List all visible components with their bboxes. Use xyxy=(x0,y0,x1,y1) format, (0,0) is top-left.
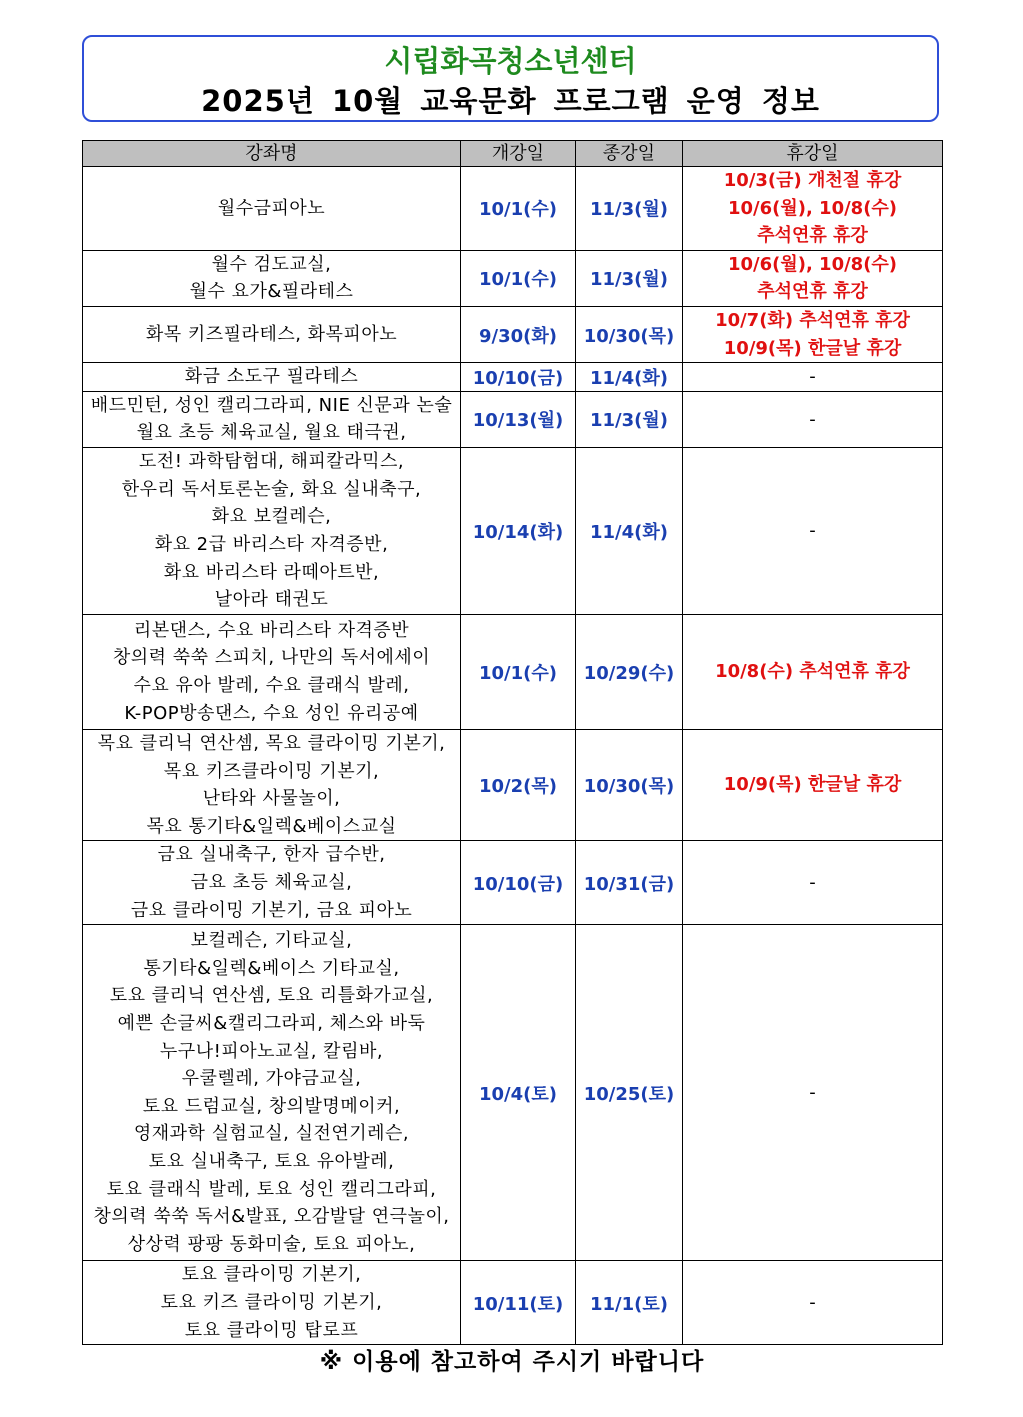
holiday-cell: - xyxy=(683,391,943,447)
holiday-cell: 10/8(수) 추석연휴 휴강 xyxy=(683,614,943,729)
table-row xyxy=(83,841,943,925)
column-header-course: 강좌명 xyxy=(83,141,461,167)
course-cell: 목요 클리닉 연산셈, 목요 클라이밍 기본기, 목요 키즈클라이밍 기본기, 난타와 사물놀이, 목요 통기타&일렉&베이스교실 xyxy=(83,729,461,840)
table-row xyxy=(83,250,943,306)
table-row xyxy=(83,614,943,729)
program-schedule-table xyxy=(82,140,943,1345)
start-date-cell: 10/14(화) xyxy=(461,447,576,614)
end-date-cell: 10/25(토) xyxy=(576,925,683,1261)
footer-note: ※ 이용에 참고하여 주시기 바랍니다 xyxy=(319,1349,705,1375)
end-date-cell: 11/4(화) xyxy=(576,447,683,614)
end-date-cell: 10/31(금) xyxy=(576,841,683,925)
column-header-holiday: 휴강일 xyxy=(683,141,943,167)
start-date-cell: 10/1(수) xyxy=(461,250,576,306)
page-title: 2025년 10월 교육문화 프로그램 운영 정보 xyxy=(201,84,820,118)
end-date-cell: 11/3(월) xyxy=(576,250,683,306)
course-cell: 도전! 과학탐험대, 해피칼라믹스, 한우리 독서토론논술, 화요 실내축구, 화요 보컬레슨, 화요 2급 바리스타 자격증반, 화요 바리스타 라떼아트반, 날아라 태권도 xyxy=(83,447,461,614)
course-cell: 화금 소도구 필라테스 xyxy=(83,363,461,392)
holiday-cell: - xyxy=(683,925,943,1261)
table-header-row xyxy=(83,141,943,167)
course-cell: 배드민턴, 성인 캘리그라피, NIE 신문과 논술 월요 초등 체육교실, 월요 태극권, xyxy=(83,391,461,447)
course-cell: 월수 검도교실, 월수 요가&필라테스 xyxy=(83,250,461,306)
table-row xyxy=(83,1261,943,1345)
table-row xyxy=(83,391,943,447)
end-date-cell: 11/1(토) xyxy=(576,1261,683,1345)
holiday-cell: - xyxy=(683,841,943,925)
start-date-cell: 10/1(수) xyxy=(461,614,576,729)
holiday-cell: 10/9(목) 한글날 휴강 xyxy=(683,729,943,840)
column-header-start: 개강일 xyxy=(461,141,576,167)
start-date-cell: 10/1(수) xyxy=(461,167,576,251)
holiday-cell: - xyxy=(683,363,943,392)
start-date-cell: 10/10(금) xyxy=(461,841,576,925)
start-date-cell: 9/30(화) xyxy=(461,306,576,362)
course-cell: 금요 실내축구, 한자 급수반, 금요 초등 체육교실, 금요 클라이밍 기본기, 금요 피아노 xyxy=(83,841,461,925)
holiday-cell: - xyxy=(683,447,943,614)
end-date-cell: 10/29(수) xyxy=(576,614,683,729)
table-row xyxy=(83,306,943,362)
holiday-cell: - xyxy=(683,1261,943,1345)
end-date-cell: 11/4(화) xyxy=(576,363,683,392)
start-date-cell: 10/4(토) xyxy=(461,925,576,1261)
start-date-cell: 10/13(월) xyxy=(461,391,576,447)
course-cell: 토요 클라이밍 기본기, 토요 키즈 클라이밍 기본기, 토요 클라이밍 탑로프 xyxy=(83,1261,461,1345)
table-row xyxy=(83,447,943,614)
course-cell: 보컬레슨, 기타교실, 통기타&일렉&베이스 기타교실, 토요 클리닉 연산셈, 토요 리틀화가교실, 예쁜 손글씨&캘리그라피, 체스와 바둑 누구나!피아노교실, 칼림바, 우쿨렐레, 가야금교실, 토요 드럼교실, 창의발명메이커, 영재과학 실험교실, 실전연기레슨, 토요 실내축구, 토요 유아발레, 토요 클래식 발레, 토요 성인 캘리그라피, 창의력 쑥쑥 독서&발표, 오감발달 연극놀이, 상상력 팡팡 동화미술, 토요 피아노, xyxy=(83,925,461,1261)
start-date-cell: 10/11(토) xyxy=(461,1261,576,1345)
course-cell: 리본댄스, 수요 바리스타 자격증반 창의력 쑥쑥 스피치, 나만의 독서에세이 수요 유아 발레, 수요 클래식 발레, K-POP방송댄스, 수요 성인 유리공예 xyxy=(83,614,461,729)
end-date-cell: 11/3(월) xyxy=(576,391,683,447)
table-row xyxy=(83,729,943,840)
column-header-end: 종강일 xyxy=(576,141,683,167)
holiday-cell: 10/7(화) 추석연휴 휴강 10/9(목) 한글날 휴강 xyxy=(683,306,943,362)
table-row xyxy=(83,167,943,251)
start-date-cell: 10/10(금) xyxy=(461,363,576,392)
title-box xyxy=(82,35,939,122)
org-name: 시립화곡청소년센터 xyxy=(384,44,637,78)
end-date-cell: 11/3(월) xyxy=(576,167,683,251)
course-cell: 월수금피아노 xyxy=(83,167,461,251)
table-row xyxy=(83,925,943,1261)
holiday-cell: 10/6(월), 10/8(수) 추석연휴 휴강 xyxy=(683,250,943,306)
start-date-cell: 10/2(목) xyxy=(461,729,576,840)
table-row xyxy=(83,363,943,392)
course-cell: 화목 키즈필라테스, 화목피아노 xyxy=(83,306,461,362)
holiday-cell: 10/3(금) 개천절 휴강 10/6(월), 10/8(수) 추석연휴 휴강 xyxy=(683,167,943,251)
end-date-cell: 10/30(목) xyxy=(576,729,683,840)
end-date-cell: 10/30(목) xyxy=(576,306,683,362)
